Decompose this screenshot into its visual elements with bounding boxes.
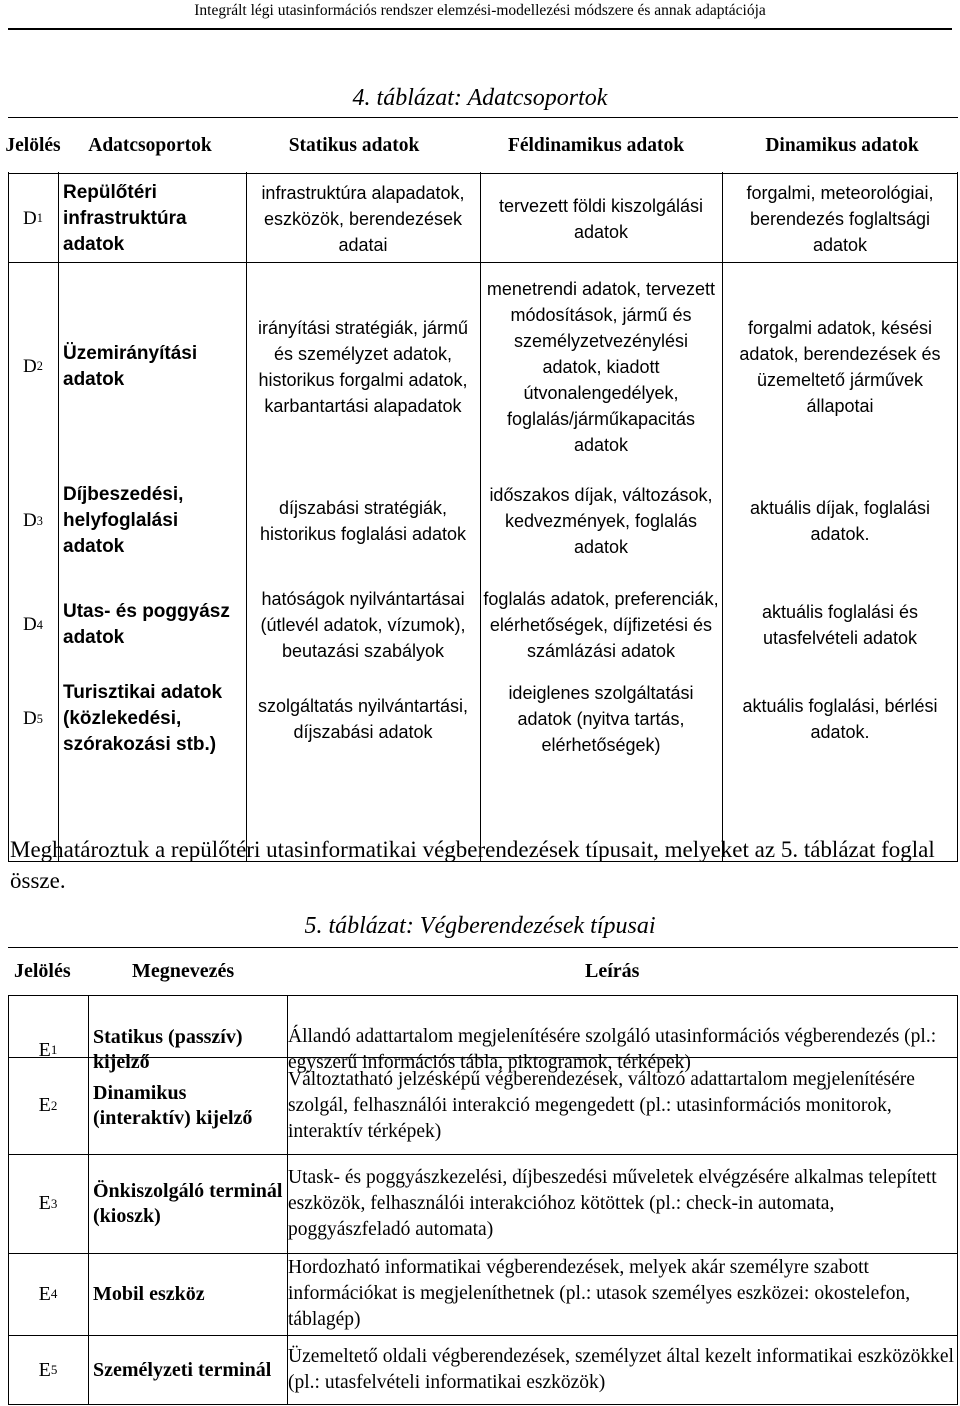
- header-id: Jelölés: [14, 959, 71, 982]
- header-static: Statikus adatok: [288, 134, 420, 156]
- table-row: D 4 Utas- és poggyász adatok hatóságok nyilvántartásai (útlevél adatok, vízumok), beutazási szabályok foglalás adatok, preferenciák, elérhetőségek, díjfizetési és számlázási adatok aktuális foglalási és utasfelvételi adatok: [23, 589, 919, 661]
- header-semi-dynamic: Féldinamikus adatok: [507, 134, 685, 156]
- table-5-caption: 5. táblázat: Végberendezések típusai: [304, 913, 656, 939]
- body-paragraph: Meghatároztuk a repülőtéri utasinformatikai végberendezések típusait, melyeket az 5. táblázat foglal össze.: [10, 837, 935, 893]
- device-types-table: Jelölés Megnevezés Leírás E 1 Statikus (passzív) kijelző Állandó adattartalom megjelenítésére szolgáló utasinformációs végberendezés (pl.: egyszerű információs tábla, piktogramok, térképek) E 2 Dinamikus (interaktív) kijelző Változtatható jelzésképű végberendezések, változó adattartalom megjelenítésére szolgál, felhasználói interakció megengedett (pl.: utasinformációs monitorok, interaktív térképek) E 3 Önkiszolgáló terminál (kioszk) Utask- és poggyászkezelési, díjbeszedési műveletek elvégzésére alkalmas telepített eszközök, felhasználói interakcióhoz kötöttek (pl.: check-in automata, poggyászfeladó automata) E 4 Mobil eszköz Hordozható informatikai végberendezések, melyek akár személyre szabott információkat is megjeleníthetnek (pl.: utasok személyes eszközei: okostelefon, táblagép) E 5 Személyzeti terminál Üzemeltető oldali végberendezések, személyzet által kezelt informatikai eszközökkel (pl.: utasfelvételi informatikai eszközök): [8, 947, 958, 1405]
- header-name: Megnevezés: [132, 959, 235, 982]
- table-row: D 5 Turisztikai adatok (közlekedési, szórakozási stb.) szolgáltatás nyilvántartási, díjszabási adatok ideiglenes szolgáltatási adatok (nyitva tartás, elérhetőségek) aktuális foglalási, bérlési adatok.: [23, 682, 938, 755]
- running-header: Integrált légi utasinformációs rendszer elemzési-modellezési módszere és annak adaptációja: [8, 0, 952, 30]
- header-description: Leírás: [585, 959, 640, 982]
- header-group: Adatcsoportok: [88, 134, 212, 156]
- table-4-caption: 4. táblázat: Adatcsoportok: [352, 85, 608, 111]
- table-4-header-row: [5, 117, 958, 174]
- table-row: D 3 Díjbeszedési, helyfoglalási adatok díjszabási stratégiák, historikus foglalási adatok időszakos díjak, változások, kedvezmények, foglalás adatok aktuális díjak, foglalási adatok.: [23, 484, 931, 557]
- header-id: Jelölés: [5, 134, 61, 156]
- table-row: D 2 Üzemirányítási adatok irányítási stratégiák, jármű és személyzet adatok, historikus forgalmi adatok, karbantartási alapadatok menetrendi adatok, tervezett módosítások, jármű és személyzetvezénylési adatok, kiadott útvonalengedélyek, foglalás/járműkapacitás adatok forgalmi adatok, késési adatok, berendezések és üzemeltető járművek állapotai: [23, 278, 941, 455]
- header-dynamic: Dinamikus adatok: [765, 134, 919, 156]
- table-row: D 1 Repülőtéri infrastruktúra adatok infrastruktúra alapadatok, eszközök, berendezések adatai tervezett földi kiszolgálási adatok forgalmi, meteorológiai, berendezés foglaltsági adatok: [23, 181, 934, 255]
